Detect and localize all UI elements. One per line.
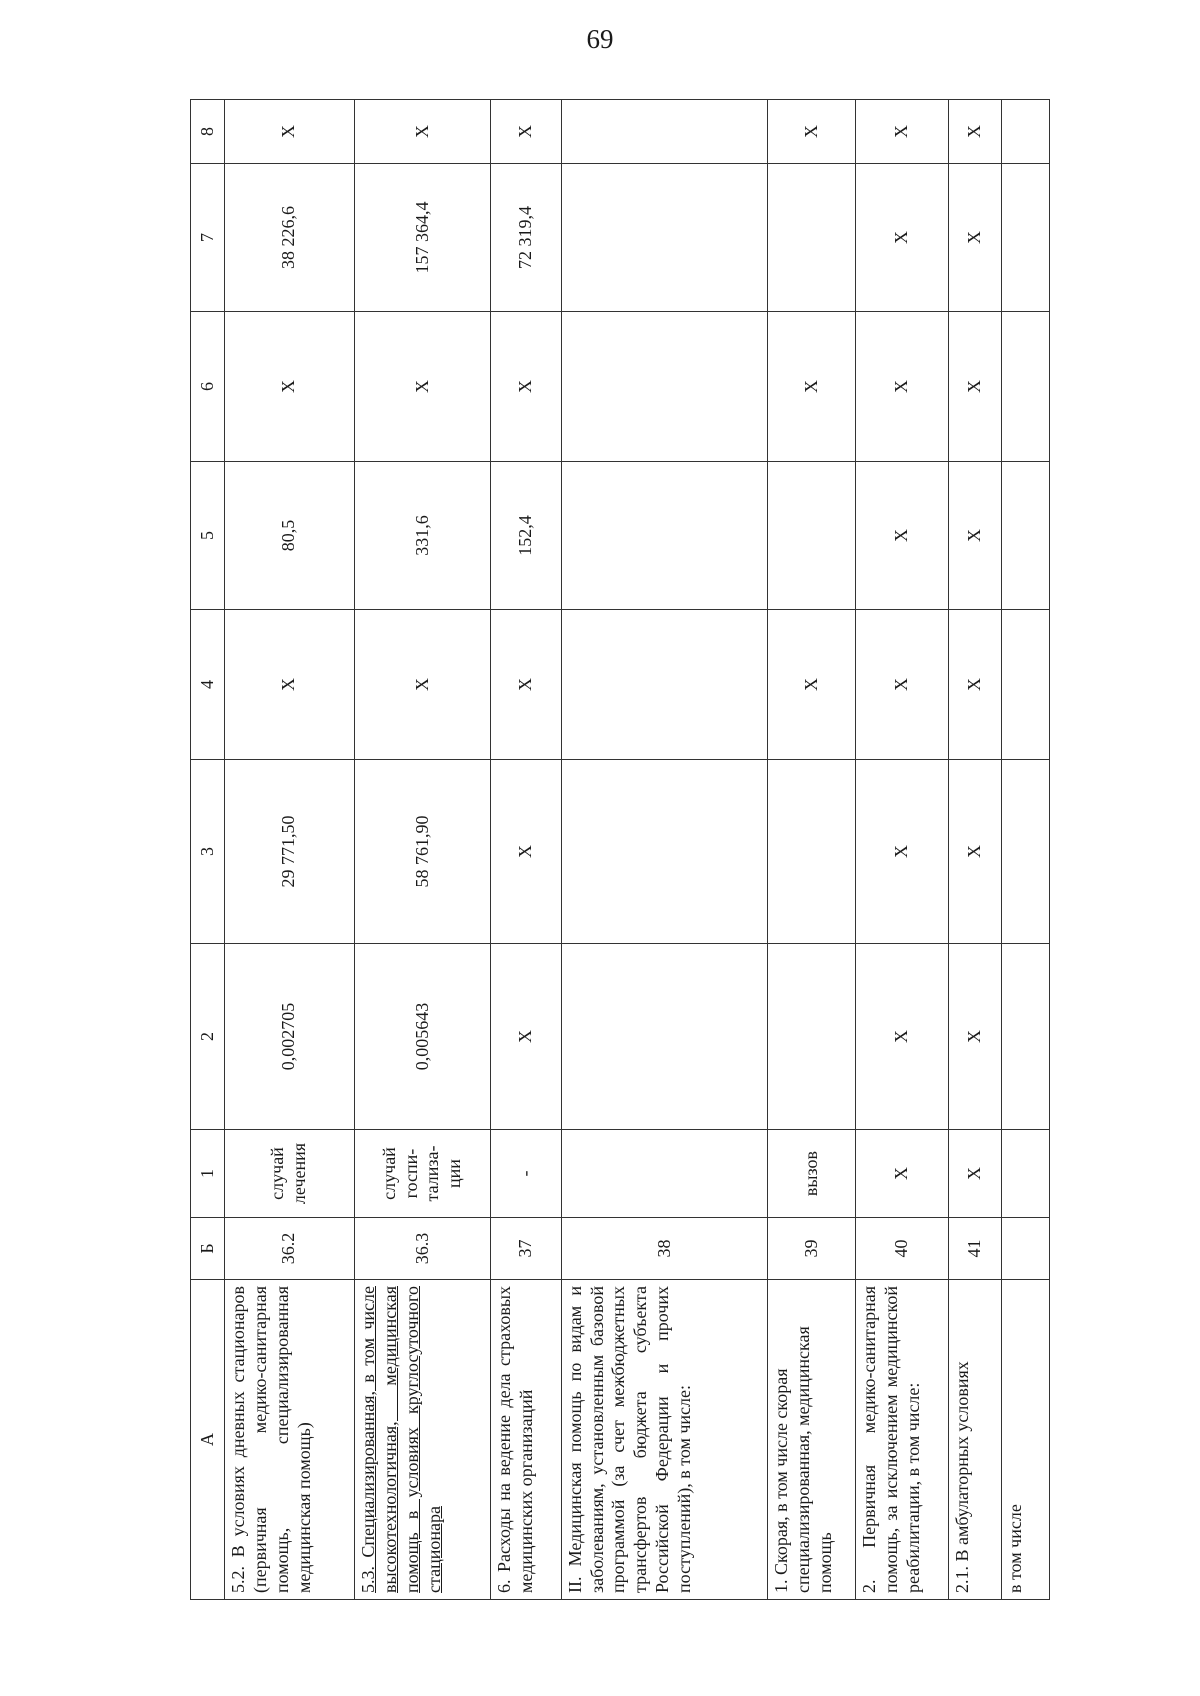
value-cell-3: 58 761,90 bbox=[354, 760, 490, 944]
value-cell-2: Х bbox=[491, 944, 561, 1130]
value-cell-7 bbox=[561, 164, 768, 312]
row-name-cell: 2.1. В амбулаторных условиях bbox=[948, 1280, 1001, 1600]
value-cell-7: 72 319,4 bbox=[491, 164, 561, 312]
table-row bbox=[561, 100, 768, 1600]
row-code-cell: 37 bbox=[491, 1218, 561, 1280]
value-cell-3 bbox=[1001, 760, 1049, 944]
value-cell-4: Х bbox=[856, 610, 948, 760]
rotated-table-area bbox=[190, 100, 1050, 1600]
unit-cell bbox=[1001, 1130, 1049, 1218]
header-cell-b: Б bbox=[191, 1218, 225, 1280]
value-cell-8: Х bbox=[856, 100, 948, 164]
value-cell-6: Х bbox=[768, 312, 856, 462]
value-cell-5: 80,5 bbox=[225, 462, 355, 610]
header-cell-7: 7 bbox=[191, 164, 225, 312]
value-cell-3 bbox=[768, 760, 856, 944]
value-cell-8: Х bbox=[768, 100, 856, 164]
value-cell-8: Х bbox=[491, 100, 561, 164]
header-cell-2: 2 bbox=[191, 944, 225, 1130]
value-cell-2: 0,005643 bbox=[354, 944, 490, 1130]
value-cell-2 bbox=[768, 944, 856, 1130]
header-cell-4: 4 bbox=[191, 610, 225, 760]
row-name-cell: 2. Первичная медико-санитарная помощь, за исключением медицинской реабилитации, в том числе: bbox=[856, 1280, 948, 1600]
value-cell-2: Х bbox=[856, 944, 948, 1130]
value-cell-6: Х bbox=[354, 312, 490, 462]
table-row bbox=[491, 100, 561, 1600]
value-cell-4 bbox=[1001, 610, 1049, 760]
table-rotation-frame bbox=[190, 100, 1050, 1600]
row-code-cell: 36.3 bbox=[354, 1218, 490, 1280]
value-cell-4 bbox=[561, 610, 768, 760]
value-cell-7 bbox=[768, 164, 856, 312]
value-cell-7: 157 364,4 bbox=[354, 164, 490, 312]
table-row bbox=[354, 100, 490, 1600]
row-name-cell: II. Медицинская помощь по видам и заболеваниям, установленным базовой программой (за счет межбюджетных трансфертов бюджета субъекта Российской Федерации и прочих поступлений), в том числе: bbox=[561, 1280, 768, 1600]
value-cell-6: Х bbox=[491, 312, 561, 462]
value-cell-3 bbox=[561, 760, 768, 944]
table-row bbox=[225, 100, 355, 1600]
row-code-cell: 38 bbox=[561, 1218, 768, 1280]
value-cell-3: 29 771,50 bbox=[225, 760, 355, 944]
value-cell-5: 152,4 bbox=[491, 462, 561, 610]
value-cell-5 bbox=[768, 462, 856, 610]
header-cell-1: 1 bbox=[191, 1130, 225, 1218]
value-cell-4: Х bbox=[354, 610, 490, 760]
value-cell-3: Х bbox=[856, 760, 948, 944]
row-code-cell: 39 bbox=[768, 1218, 856, 1280]
value-cell-2 bbox=[1001, 944, 1049, 1130]
value-cell-5 bbox=[561, 462, 768, 610]
table-row bbox=[1001, 100, 1049, 1600]
unit-cell: случай лечения bbox=[225, 1130, 355, 1218]
value-cell-6 bbox=[1001, 312, 1049, 462]
table-row bbox=[768, 100, 856, 1600]
value-cell-6: Х bbox=[225, 312, 355, 462]
row-name-cell: 5.3. Специализированная, в том числе высокотехнологичная, медицинская помощь в условиях круглосуточного стационара bbox=[354, 1280, 490, 1600]
value-cell-5: Х bbox=[856, 462, 948, 610]
value-cell-7: Х bbox=[856, 164, 948, 312]
header-cell-3: 3 bbox=[191, 760, 225, 944]
table-header-row bbox=[191, 100, 225, 1600]
value-cell-6: Х bbox=[948, 312, 1001, 462]
header-cell-8: 8 bbox=[191, 100, 225, 164]
value-cell-6 bbox=[561, 312, 768, 462]
value-cell-4: Х bbox=[948, 610, 1001, 760]
value-cell-7: 38 226,6 bbox=[225, 164, 355, 312]
value-cell-4: Х bbox=[225, 610, 355, 760]
header-cell-a: А bbox=[191, 1280, 225, 1600]
value-cell-5: Х bbox=[948, 462, 1001, 610]
table-row bbox=[856, 100, 948, 1600]
unit-cell: вызов bbox=[768, 1130, 856, 1218]
row-code-cell bbox=[1001, 1218, 1049, 1280]
value-cell-2: 0,002705 bbox=[225, 944, 355, 1130]
value-cell-4: Х bbox=[768, 610, 856, 760]
unit-cell: Х bbox=[948, 1130, 1001, 1218]
value-cell-8: Х bbox=[225, 100, 355, 164]
page-number: 69 bbox=[586, 24, 614, 54]
header-cell-6: 6 bbox=[191, 312, 225, 462]
value-cell-3: Х bbox=[491, 760, 561, 944]
row-name-cell: 1. Скорая, в том числе скорая специализированная, медицинская помощь bbox=[768, 1280, 856, 1600]
unit-cell: Х bbox=[856, 1130, 948, 1218]
row-name-cell: 6. Расходы на ведение дела страховых медицинских организаций bbox=[491, 1280, 561, 1600]
row-code-cell: 36.2 bbox=[225, 1218, 355, 1280]
value-cell-8: Х bbox=[354, 100, 490, 164]
value-cell-2 bbox=[561, 944, 768, 1130]
value-cell-4: Х bbox=[491, 610, 561, 760]
value-cell-5: 331,6 bbox=[354, 462, 490, 610]
value-cell-2: Х bbox=[948, 944, 1001, 1130]
value-cell-8: Х bbox=[948, 100, 1001, 164]
header-cell-5: 5 bbox=[191, 462, 225, 610]
row-code-cell: 41 bbox=[948, 1218, 1001, 1280]
value-cell-3: Х bbox=[948, 760, 1001, 944]
value-cell-7 bbox=[1001, 164, 1049, 312]
table-row bbox=[948, 100, 1001, 1600]
unit-cell bbox=[561, 1130, 768, 1218]
value-cell-8 bbox=[1001, 100, 1049, 164]
data-table bbox=[190, 99, 1050, 1600]
row-name-cell: в том числе bbox=[1001, 1280, 1049, 1600]
row-name-cell: 5.2. В условиях дневных стационаров (первичная медико-санитарная помощь, специализированная медицинская помощь) bbox=[225, 1280, 355, 1600]
unit-cell: случай госпи-тализа-ции bbox=[354, 1130, 490, 1218]
unit-cell: - bbox=[491, 1130, 561, 1218]
value-cell-8 bbox=[561, 100, 768, 164]
value-cell-6: Х bbox=[856, 312, 948, 462]
value-cell-5 bbox=[1001, 462, 1049, 610]
row-code-cell: 40 bbox=[856, 1218, 948, 1280]
value-cell-7: Х bbox=[948, 164, 1001, 312]
